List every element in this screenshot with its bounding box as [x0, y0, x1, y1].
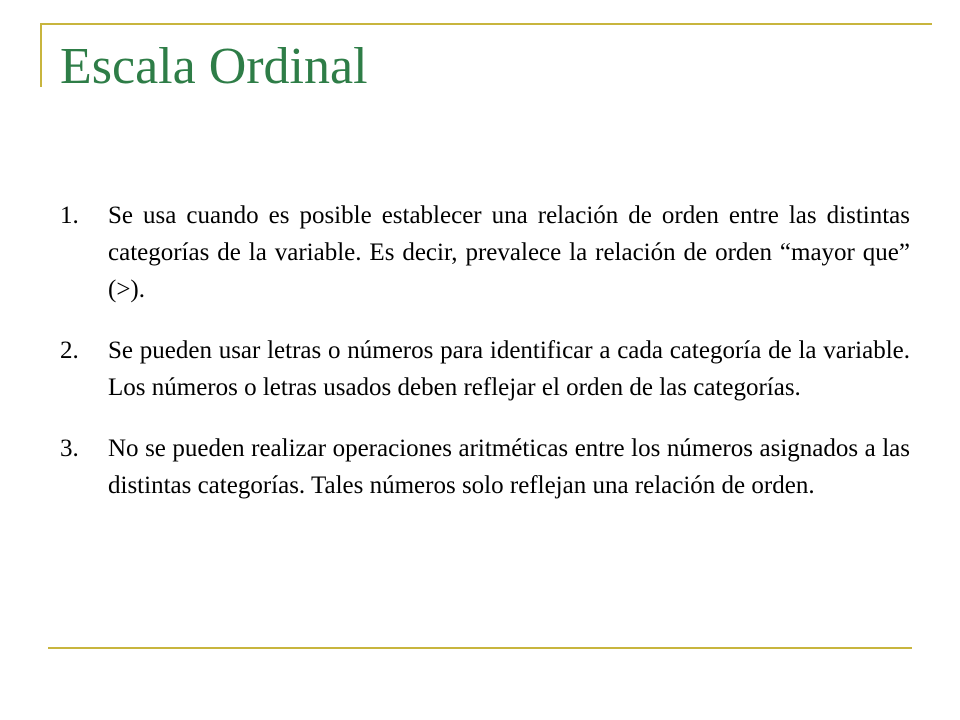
list-item	[60, 197, 910, 308]
list-item-text: Se usa cuando es posible establecer una relación de orden entre las distintas categorías de la variable. Es decir, prevalece la relación de orden “mayor que” (>).	[108, 202, 910, 303]
slide-title: Escala Ordinal	[60, 38, 368, 95]
list-item-number: 2.	[60, 337, 79, 364]
bottom-rule-line	[48, 647, 912, 649]
list-item-number: 3.	[60, 435, 79, 462]
list-item-text: No se pueden realizar operaciones aritméticas entre los números asignados a las distintas categorías. Tales números solo reflejan una relación de orden.	[108, 435, 910, 499]
top-rule-line	[40, 23, 932, 25]
list-item	[60, 430, 910, 504]
list-item-text: Se pueden usar letras o números para identificar a cada categoría de la variable. Los números o letras usados deben reflejar el orden de las categorías.	[108, 337, 910, 401]
numbered-list	[60, 197, 910, 528]
left-rule-line	[40, 23, 42, 87]
list-item-number: 1.	[60, 202, 79, 229]
list-item	[60, 332, 910, 406]
